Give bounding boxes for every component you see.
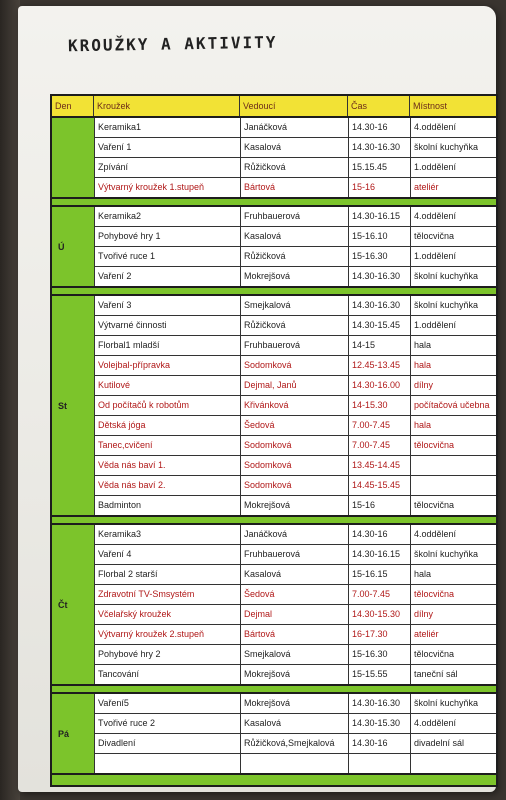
room-cell: 4.oddělení (410, 525, 496, 544)
activity-name: Vaření 3 (94, 296, 240, 315)
leader-name: Dejmal (240, 605, 348, 624)
day-group (52, 694, 496, 773)
table-row (94, 356, 496, 376)
table-row (94, 665, 496, 684)
leader-name: Dejmal, Janů (240, 376, 348, 395)
time-cell: 12.45-13.45 (348, 356, 410, 375)
time-cell: 14.30-16.15 (348, 545, 410, 564)
activity-name: Zdravotní TV-Smsystém (94, 585, 240, 604)
activity-name: Keramika3 (94, 525, 240, 544)
day-label: Pá (52, 694, 94, 773)
day-group (52, 207, 496, 286)
header-krouzek: Kroužek (94, 96, 240, 116)
table-row (94, 625, 496, 645)
header-vedouci: Vedoucí (240, 96, 348, 116)
activity-rows (94, 296, 496, 515)
room-cell (410, 754, 496, 773)
room-cell: hala (410, 356, 496, 375)
activity-name: Od počítačů k robotům (94, 396, 240, 415)
page-title: KROUŽKY A AKTIVITY (67, 32, 278, 56)
room-cell: ateliér (410, 178, 496, 197)
activity-name: Vaření 2 (94, 267, 240, 286)
time-cell: 14.30-16 (348, 118, 410, 137)
leader-name: Růžičková (240, 158, 348, 177)
time-cell: 14-15 (348, 336, 410, 355)
leader-name (240, 754, 348, 773)
room-cell: tělocvična (410, 585, 496, 604)
time-cell: 15-16.30 (348, 645, 410, 664)
room-cell: školní kuchyňka (410, 694, 496, 713)
table-row (94, 158, 496, 178)
day-group (52, 118, 496, 197)
table-row (94, 396, 496, 416)
room-cell (410, 456, 496, 475)
time-cell: 13.45-14.45 (348, 456, 410, 475)
day-label (52, 118, 94, 197)
activity-name: Keramika2 (94, 207, 240, 226)
leader-name: Křivánková (240, 396, 348, 415)
group-divider (52, 684, 496, 694)
room-cell: 1.oddělení (410, 247, 496, 266)
activity-name: Výtvarný kroužek 1.stupeň (94, 178, 240, 197)
group-divider (52, 286, 496, 296)
activity-rows (94, 207, 496, 286)
leader-name: Fruhbauerová (240, 545, 348, 564)
leader-name: Kasalová (240, 138, 348, 157)
table-row (94, 207, 496, 227)
leader-name: Smejkalová (240, 296, 348, 315)
table-row (94, 436, 496, 456)
time-cell: 14.30-16.30 (348, 694, 410, 713)
table-header (52, 96, 496, 118)
activity-name: Vaření 4 (94, 545, 240, 564)
room-cell: školní kuchyňka (410, 267, 496, 286)
activity-rows (94, 118, 496, 197)
activity-name: Pohybové hry 1 (94, 227, 240, 246)
group-divider (52, 515, 496, 525)
time-cell: 15-16 (348, 496, 410, 515)
room-cell: tělocvična (410, 645, 496, 664)
activity-name: Divadlení (94, 734, 240, 753)
table-row (94, 296, 496, 316)
day-group (52, 296, 496, 515)
group-divider (52, 197, 496, 207)
header-cas: Čas (348, 96, 410, 116)
table-row (94, 754, 496, 773)
table-row (94, 605, 496, 625)
room-cell: školní kuchyňka (410, 545, 496, 564)
leader-name: Kasalová (240, 227, 348, 246)
day-label: St (52, 296, 94, 515)
table-row (94, 138, 496, 158)
day-label: Čt (52, 525, 94, 684)
time-cell: 14.30-16.30 (348, 267, 410, 286)
activity-rows (94, 694, 496, 773)
activity-name: Keramika1 (94, 118, 240, 137)
table-row (94, 316, 496, 336)
room-cell: hala (410, 336, 496, 355)
room-cell: taneční sál (410, 665, 496, 684)
group-divider (52, 773, 496, 785)
leader-name: Sodomková (240, 476, 348, 495)
time-cell: 14.30-16 (348, 734, 410, 753)
leader-name: Kasalová (240, 714, 348, 733)
table-row (94, 734, 496, 754)
leader-name: Smejkalová (240, 645, 348, 664)
room-cell: tělocvična (410, 436, 496, 455)
table-row (94, 645, 496, 665)
leader-name: Bártová (240, 178, 348, 197)
time-cell: 14.30-16.30 (348, 138, 410, 157)
activity-name: Tvořivé ruce 1 (94, 247, 240, 266)
table-row (94, 247, 496, 267)
activity-name: Florbal1 mladší (94, 336, 240, 355)
room-cell: školní kuchyňka (410, 138, 496, 157)
time-cell: 15-16.30 (348, 247, 410, 266)
activity-name: Výtvarný kroužek 2.stupeň (94, 625, 240, 644)
time-cell: 14.45-15.45 (348, 476, 410, 495)
table-row (94, 178, 496, 197)
time-cell: 14.30-15.30 (348, 605, 410, 624)
activity-name (94, 754, 240, 773)
activity-name: Tancování (94, 665, 240, 684)
room-cell: ateliér (410, 625, 496, 644)
activity-name: Pohybové hry 2 (94, 645, 240, 664)
header-mistnost: Místnost (413, 101, 448, 111)
activity-name: Florbal 2 starší (94, 565, 240, 584)
activity-name: Včelařský kroužek (94, 605, 240, 624)
leader-name: Sodomková (240, 356, 348, 375)
leader-name: Šedová (240, 585, 348, 604)
time-cell: 15-16.15 (348, 565, 410, 584)
leader-name: Fruhbauerová (240, 207, 348, 226)
time-cell: 14.30-16.00 (348, 376, 410, 395)
activity-name: Dětská jóga (94, 416, 240, 435)
table-row (94, 336, 496, 356)
table-row (94, 585, 496, 605)
leader-name: Růžičková (240, 247, 348, 266)
leader-name: Mokrejšová (240, 665, 348, 684)
time-cell: 7.00-7.45 (348, 416, 410, 435)
time-cell: 15-16 (348, 178, 410, 197)
schedule-table (50, 94, 498, 787)
time-cell: 7.00-7.45 (348, 585, 410, 604)
room-cell: 4.oddělení (410, 207, 496, 226)
leader-name: Sodomková (240, 456, 348, 475)
leader-name: Sodomková (240, 436, 348, 455)
leader-name: Janáčková (240, 118, 348, 137)
room-cell: dílny (410, 605, 496, 624)
room-cell: dílny (410, 376, 496, 395)
room-cell: hala (410, 565, 496, 584)
table-row (94, 694, 496, 714)
activity-name: Výtvarné činnosti (94, 316, 240, 335)
time-cell (348, 754, 410, 773)
time-cell: 14.30-16.30 (348, 296, 410, 315)
table-row (94, 525, 496, 545)
time-cell: 15.15.45 (348, 158, 410, 177)
leader-name: Růžičková (240, 316, 348, 335)
table-row (94, 714, 496, 734)
activity-name: Vaření5 (94, 694, 240, 713)
room-cell (410, 476, 496, 495)
header-day: Den (52, 96, 94, 116)
activity-name: Věda nás baví 1. (94, 456, 240, 475)
table-row (94, 456, 496, 476)
table-body (52, 118, 496, 785)
activity-name: Tvořivé ruce 2 (94, 714, 240, 733)
table-row (94, 496, 496, 515)
room-cell: 4.oddělení (410, 714, 496, 733)
table-row (94, 376, 496, 396)
time-cell: 14-15.30 (348, 396, 410, 415)
day-label: Ú (52, 207, 94, 286)
leader-name: Šedová (240, 416, 348, 435)
time-cell: 14.30-16.15 (348, 207, 410, 226)
activity-name: Zpívání (94, 158, 240, 177)
time-cell: 14.30-15.30 (348, 714, 410, 733)
table-row (94, 118, 496, 138)
table-row (94, 416, 496, 436)
leader-name: Růžičková,Smejkalová (240, 734, 348, 753)
desk-background (0, 0, 20, 800)
day-group (52, 525, 496, 684)
room-cell: tělocvična (410, 496, 496, 515)
table-row (94, 476, 496, 496)
room-cell: 4.oddělení (410, 118, 496, 137)
room-cell: 1.oddělení (410, 316, 496, 335)
room-cell: počítačová učebna (410, 396, 496, 415)
table-row (94, 565, 496, 585)
leader-name: Mokrejšová (240, 496, 348, 515)
time-cell: 15-15.55 (348, 665, 410, 684)
table-row (94, 267, 496, 286)
activity-name: Badminton (94, 496, 240, 515)
room-cell: tělocvična (410, 227, 496, 246)
room-cell: hala (410, 416, 496, 435)
table-row (94, 545, 496, 565)
activity-name: Kutilové (94, 376, 240, 395)
room-cell: školní kuchyňka (410, 296, 496, 315)
time-cell: 16-17.30 (348, 625, 410, 644)
time-cell: 14.30-16 (348, 525, 410, 544)
room-cell: divadelní sál (410, 734, 496, 753)
leader-name: Fruhbauerová (240, 336, 348, 355)
leader-name: Mokrejšová (240, 267, 348, 286)
time-cell: 14.30-15.45 (348, 316, 410, 335)
activity-name: Volejbal-přípravka (94, 356, 240, 375)
leader-name: Janáčková (240, 525, 348, 544)
activity-name: Věda nás baví 2. (94, 476, 240, 495)
leader-name: Bártová (240, 625, 348, 644)
leader-name: Mokrejšová (240, 694, 348, 713)
time-cell: 15-16.10 (348, 227, 410, 246)
room-cell: 1.oddělení (410, 158, 496, 177)
activity-name: Vaření 1 (94, 138, 240, 157)
table-row (94, 227, 496, 247)
leader-name: Kasalová (240, 565, 348, 584)
activity-rows (94, 525, 496, 684)
time-cell: 7.00-7.45 (348, 436, 410, 455)
activity-name: Tanec,cvičení (94, 436, 240, 455)
